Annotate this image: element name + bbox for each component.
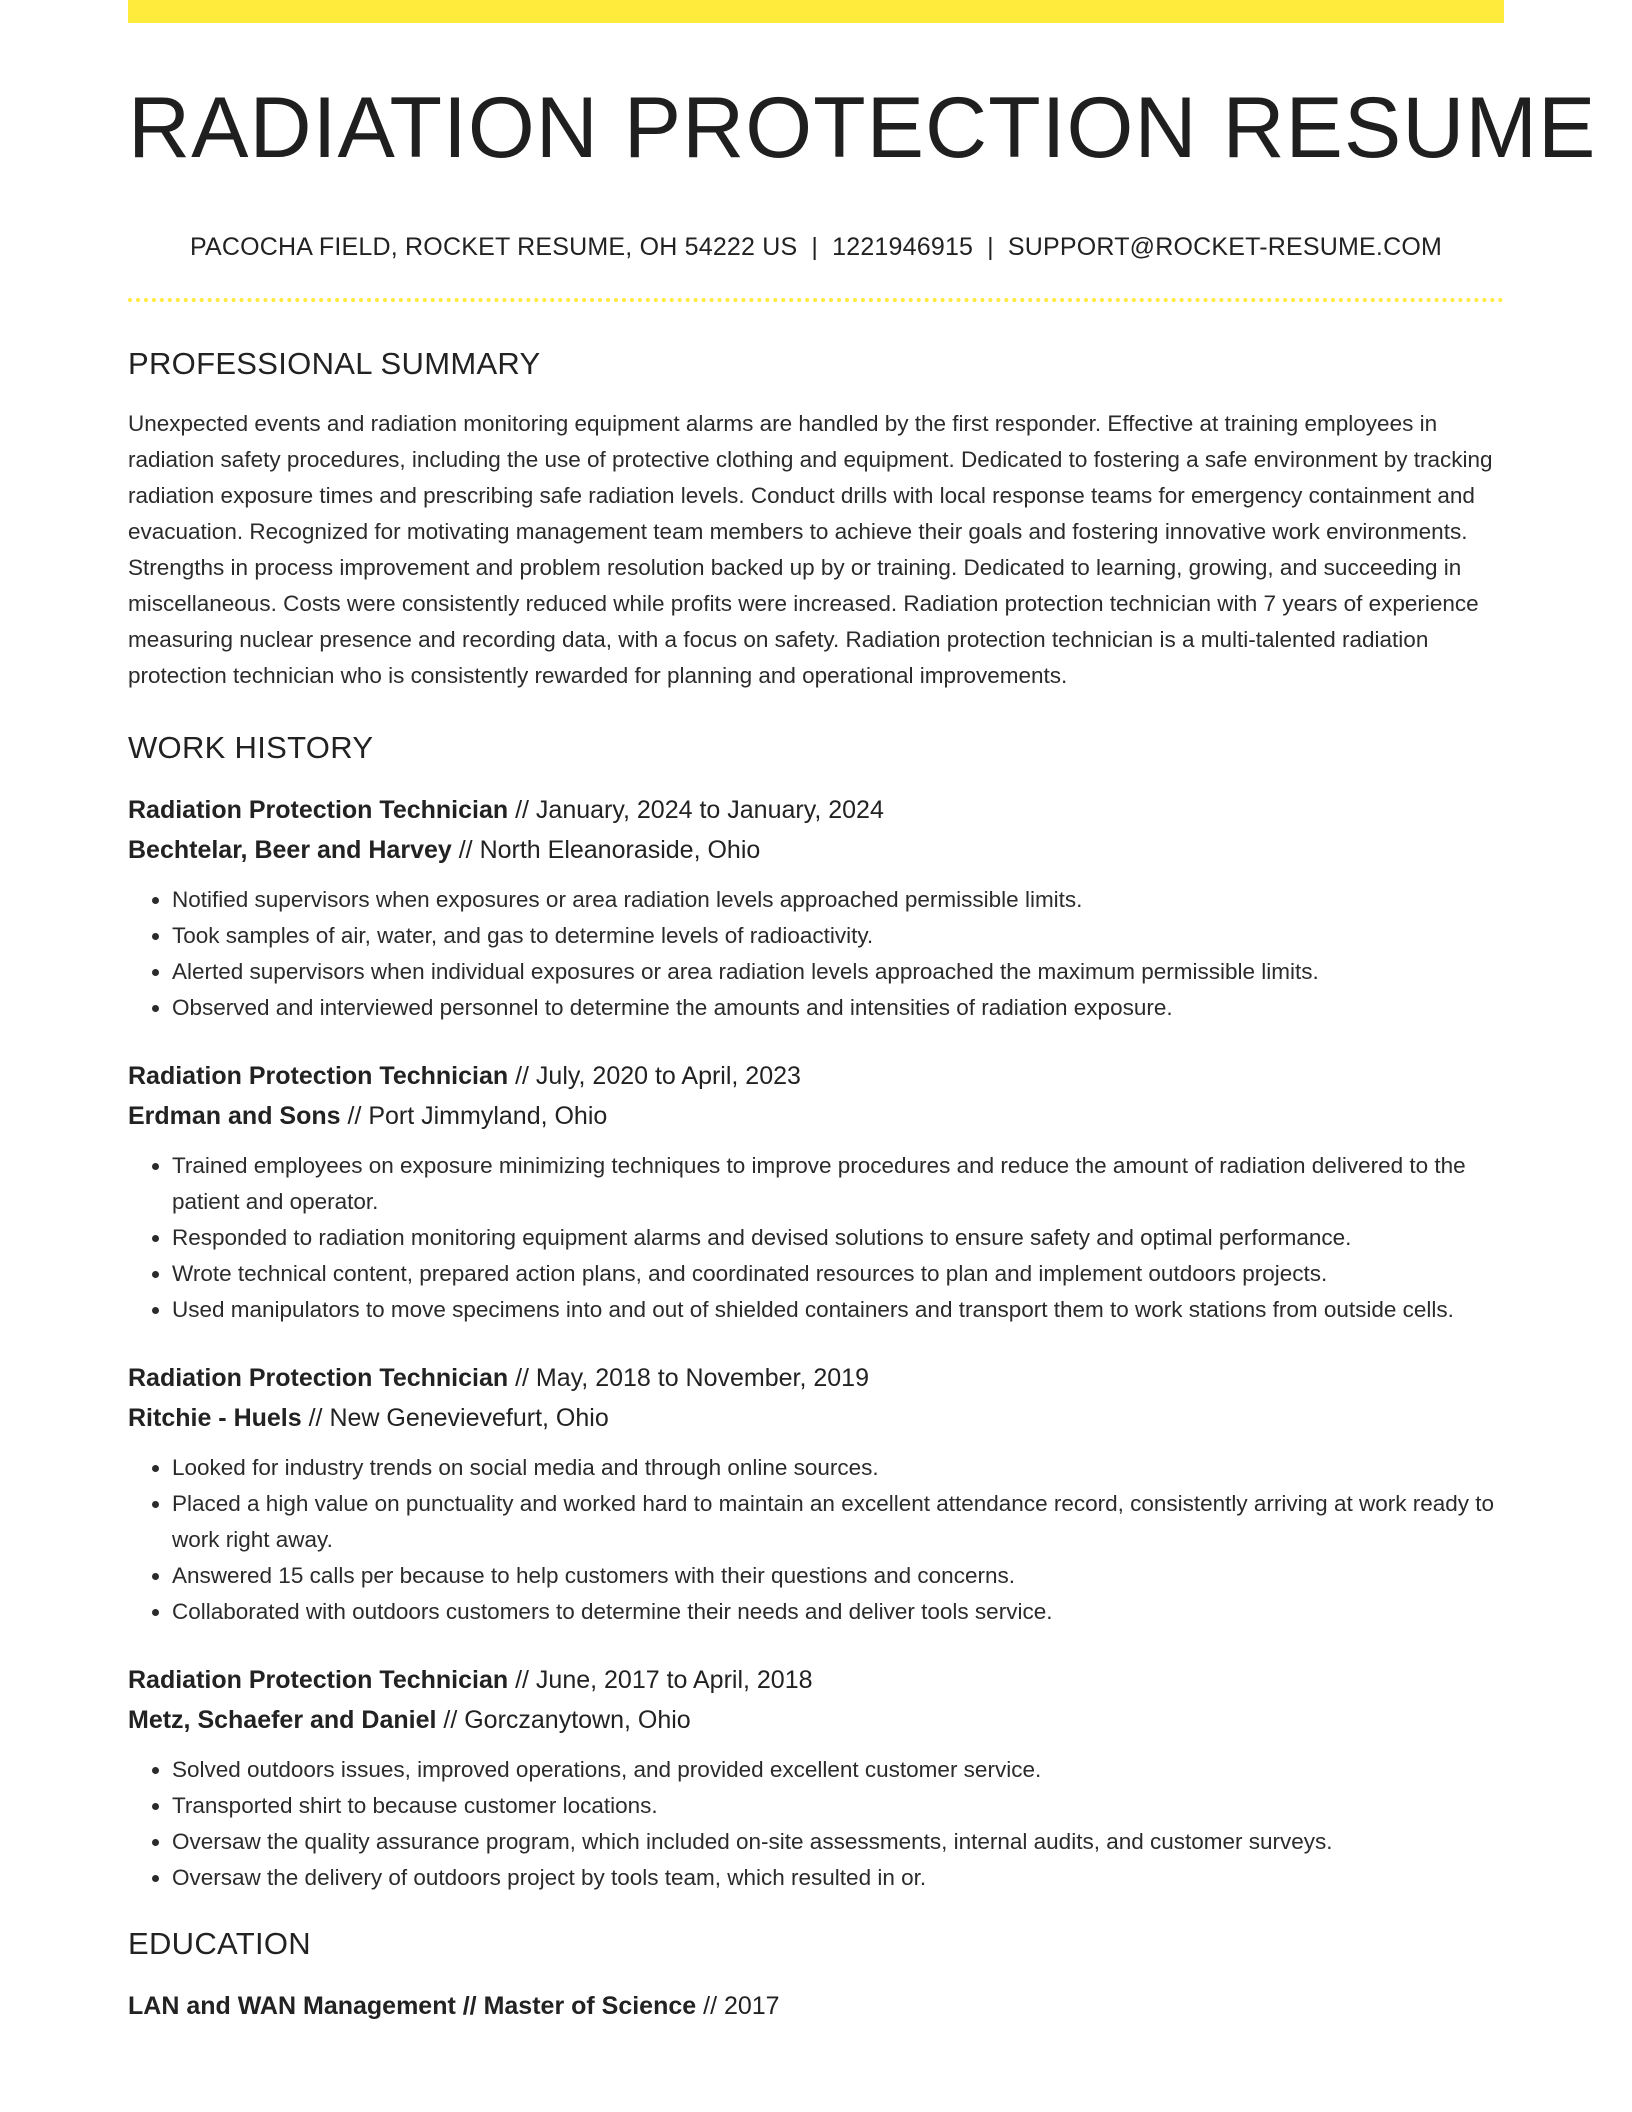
- job-bullet: • Used manipulators to move specimens into and out of shielded containers and transport them to work stations from outside cells.: [172, 1292, 1504, 1328]
- summary-heading: PROFESSIONAL SUMMARY: [128, 346, 541, 382]
- job-location: // Gorczanytown, Ohio: [436, 1706, 691, 1735]
- education-degree: LAN and WAN Management // Master of Science: [128, 1992, 697, 2021]
- job-company: Bechtelar, Beer and Harvey: [128, 836, 452, 865]
- job-role-line: [128, 1660, 1504, 1700]
- job-dates: // June, 2017 to April, 2018: [508, 1666, 813, 1695]
- job-bullet: • Observed and interviewed personnel to determine the amounts and intensities of radiation exposure.: [172, 990, 1504, 1026]
- job-role: Radiation Protection Technician: [128, 1062, 509, 1091]
- job-company-line: [128, 830, 1504, 870]
- contact-phone: 1221946915: [832, 233, 974, 262]
- job-bullets: [128, 1752, 1504, 1896]
- job-entry: [128, 790, 1504, 1026]
- job-bullet: • Wrote technical content, prepared action plans, and coordinated resources to plan and implement outdoors projects.: [172, 1256, 1504, 1292]
- job-bullet: • Placed a high value on punctuality and worked hard to maintain an excellent attendance record, consistently arriving at work ready to work right away.: [172, 1486, 1504, 1558]
- contact-email: SUPPORT@ROCKET-RESUME.COM: [1007, 233, 1443, 262]
- job-company: Ritchie - Huels: [128, 1404, 302, 1433]
- job-bullet: • Answered 15 calls per because to help customers with their questions and concerns.: [172, 1558, 1504, 1594]
- job-role: Radiation Protection Technician: [128, 796, 509, 825]
- job-role-line: [128, 790, 1504, 830]
- job-bullet: • Transported shirt to because customer locations.: [172, 1788, 1504, 1824]
- job-bullet: • Alerted supervisors when individual exposures or area radiation levels approached the maximum permissible limits.: [172, 954, 1504, 990]
- job-bullets: [128, 1148, 1504, 1328]
- job-role-line: [128, 1358, 1504, 1398]
- job-role: Radiation Protection Technician: [128, 1666, 509, 1695]
- job-bullet: • Solved outdoors issues, improved operations, and provided excellent customer service.: [172, 1752, 1504, 1788]
- job-dates: // July, 2020 to April, 2023: [508, 1062, 801, 1091]
- job-company: Erdman and Sons: [128, 1102, 341, 1131]
- contact-separator: |: [811, 233, 819, 262]
- top-accent-bar: [128, 0, 1504, 23]
- work-history-heading: WORK HISTORY: [128, 730, 374, 766]
- contact-separator: |: [987, 233, 994, 262]
- job-bullet: • Notified supervisors when exposures or area radiation levels approached permissible limits.: [172, 882, 1504, 918]
- job-company-line: [128, 1700, 1504, 1740]
- job-location: // Port Jimmyland, Ohio: [340, 1102, 608, 1131]
- job-bullet: • Responded to radiation monitoring equipment alarms and devised solutions to ensure safety and optimal performance.: [172, 1220, 1504, 1256]
- resume-title: RADIATION PROTECTION RESUME: [128, 80, 1597, 176]
- resume-page: [128, 0, 1597, 2112]
- job-bullet: • Oversaw the delivery of outdoors project by tools team, which resulted in or.: [172, 1860, 1504, 1896]
- job-company: Metz, Schaefer and Daniel: [128, 1706, 437, 1735]
- job-dates: // January, 2024 to January, 2024: [508, 796, 884, 825]
- job-role-line: [128, 1056, 1504, 1096]
- job-entry: [128, 1056, 1504, 1328]
- education-entry: [128, 1986, 1504, 2026]
- job-bullets: [128, 882, 1504, 1026]
- job-bullet: • Took samples of air, water, and gas to determine levels of radioactivity.: [172, 918, 1504, 954]
- job-bullets: [128, 1450, 1504, 1630]
- education-year: // 2017: [696, 1992, 780, 2021]
- job-entry: [128, 1660, 1504, 1896]
- job-bullet: • Looked for industry trends on social media and through online sources.: [172, 1450, 1504, 1486]
- job-role: Radiation Protection Technician: [128, 1364, 509, 1393]
- job-company-line: [128, 1398, 1504, 1438]
- dotted-divider: [128, 298, 1504, 302]
- job-bullet: • Oversaw the quality assurance program, which included on-site assessments, internal audits, and customer surveys.: [172, 1824, 1504, 1860]
- contact-address: PACOCHA FIELD, ROCKET RESUME, OH 54222 US: [189, 233, 798, 262]
- job-bullet: • Collaborated with outdoors customers to determine their needs and deliver tools service.: [172, 1594, 1504, 1630]
- job-location: // North Eleanoraside, Ohio: [451, 836, 761, 865]
- job-location: // New Genevievefurt, Ohio: [301, 1404, 609, 1433]
- contact-line: [128, 233, 1504, 262]
- job-dates: // May, 2018 to November, 2019: [508, 1364, 869, 1393]
- job-entry: [128, 1358, 1504, 1630]
- job-company-line: [128, 1096, 1504, 1136]
- summary-text: Unexpected events and radiation monitoring equipment alarms are handled by the first responder. Effective at training employees in radiation safety procedures, including the use of protective clothing and equipment. Dedicated to fostering a safe environment by tracking radiation exposure times and prescribing safe radiation levels. Conduct drills with local response teams for emergency containment and evacuation. Recognized for motivating management team members to achieve their goals and fostering innovative work environments. Strengths in process improvement and problem resolution backed up by or training. Dedicated to learning, growing, and succeeding in miscellaneous. Costs were consistently reduced while profits were increased. Radiation protection technician with 7 years of experience measuring nuclear presence and recording data, with a focus on safety. Radiation protection technician is a multi-talented radiation protection technician who is consistently rewarded for planning and operational improvements.: [128, 411, 1493, 689]
- job-bullet: • Trained employees on exposure minimizing techniques to improve procedures and reduce the amount of radiation delivered to the patient and operator.: [172, 1148, 1504, 1220]
- education-heading: EDUCATION: [128, 1926, 311, 1962]
